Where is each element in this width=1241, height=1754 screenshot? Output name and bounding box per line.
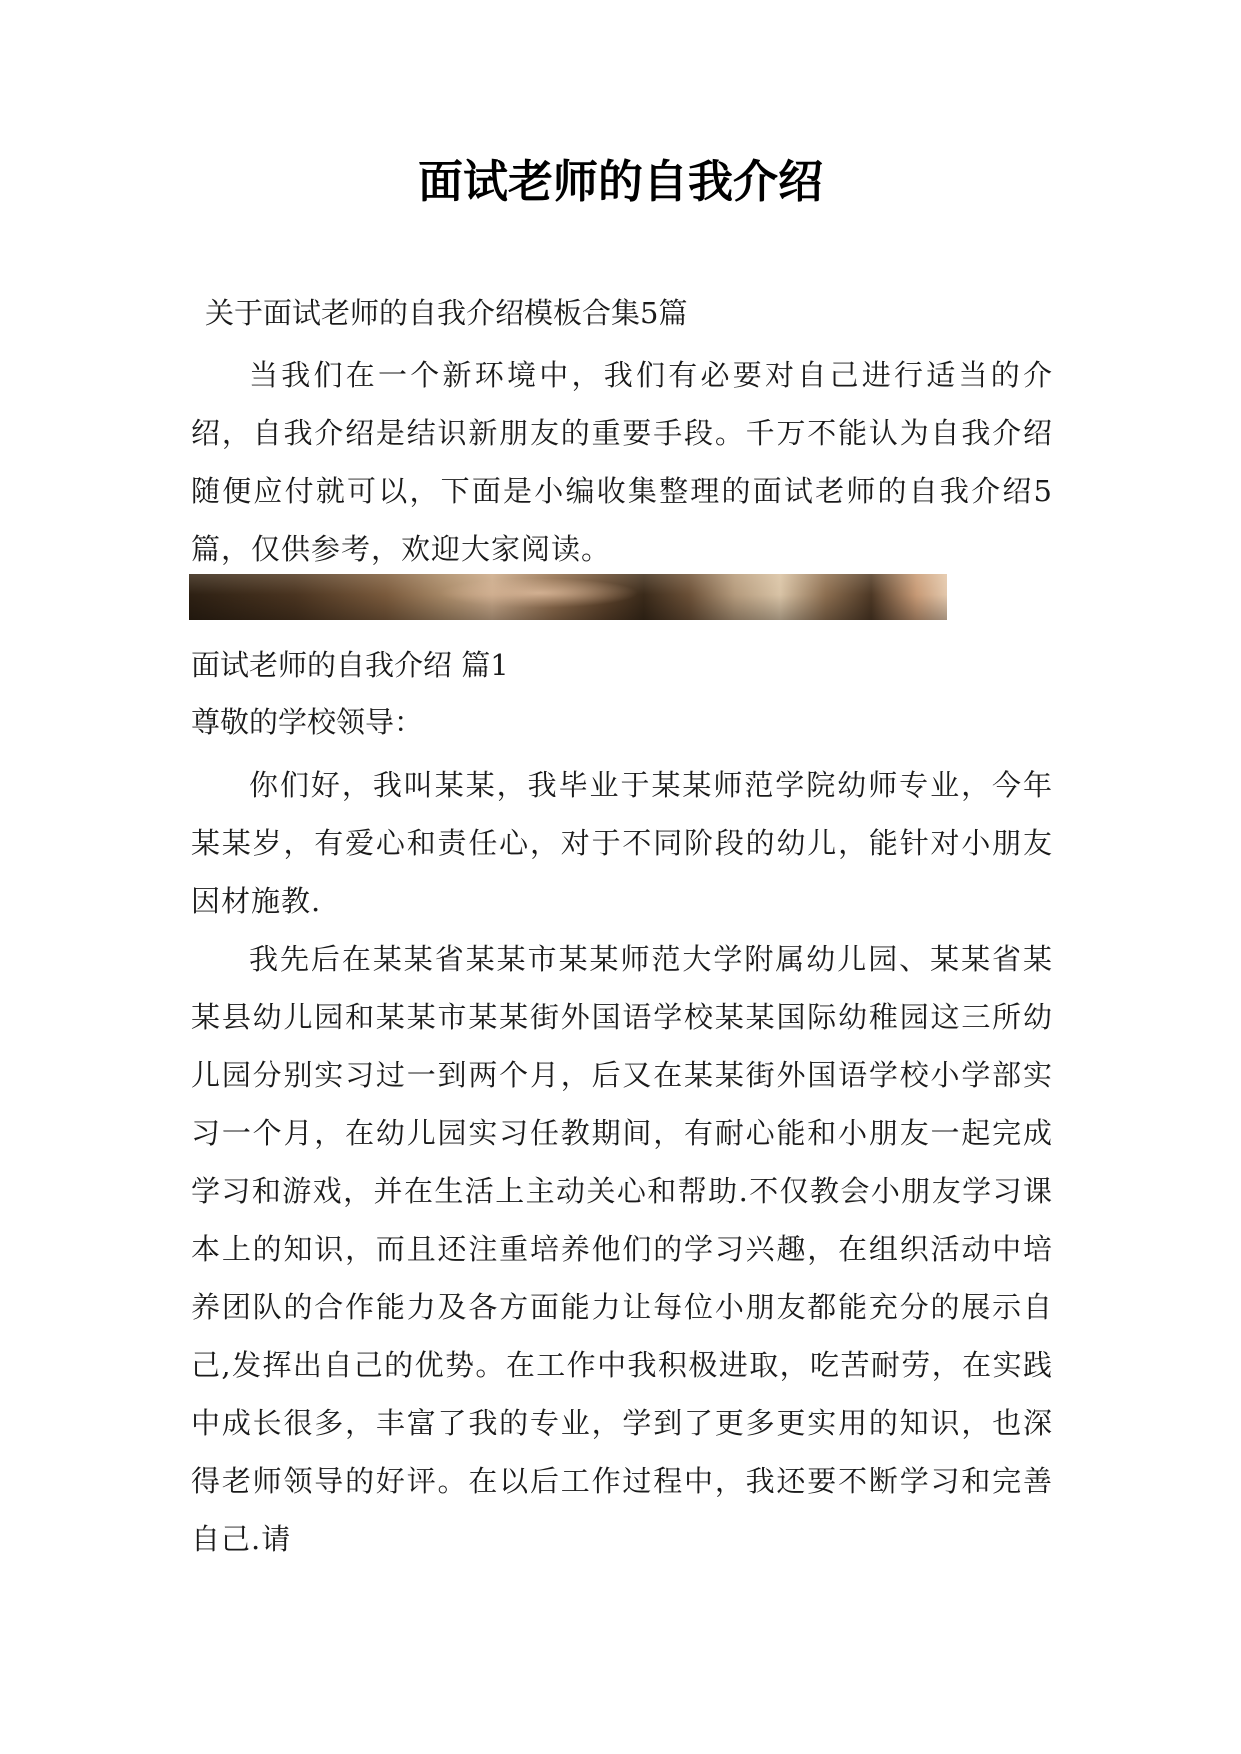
- intro-paragraph: 当我们在一个新环境中，我们有必要对自己进行适当的介绍，自我介绍是结识新朋友的重要手段。千万不能认为自我介绍随便应付就可以，下面是小编收集整理的面试老师的自我介绍5篇，仅供参考，欢迎大家阅读。: [191, 358, 1053, 566]
- document-subtitle: 关于面试老师的自我介绍模板合集5篇: [205, 296, 688, 330]
- body-paragraph-1: 你们好，我叫某某，我毕业于某某师范学院幼师专业，今年某某岁，有爱心和责任心，对于不同阶段的幼儿，能针对小朋友因材施教.: [191, 768, 1053, 918]
- photo-shading: [189, 574, 947, 620]
- decorative-photo: [189, 574, 947, 620]
- salutation: 尊敬的学校领导：: [191, 705, 424, 739]
- document-title: 面试老师的自我介绍: [417, 155, 823, 208]
- body-paragraph-2: 我先后在某某省某某市某某师范大学附属幼儿园、某某省某某县幼儿园和某某市某某街外国语学校某某国际幼稚园这三所幼儿园分别实习过一到两个月，后又在某某街外国语学校小学部实习一个月，在幼儿园实习任教期间，有耐心能和小朋友一起完成学习和游戏，并在生活上主动关心和帮助.不仅教会小朋友学习课本上的知识，而且还注重培养他们的学习兴趣，在组织活动中培养团队的合作能力及各方面能力让每位小朋友都能充分的展示自己,发挥出自己的优势。在工作中我积极进取，吃苦耐劳，在实践中成长很多，丰富了我的专业，学到了更多更实用的知识，也深得老师领导的好评。在以后工作过程中，我还要不断学习和完善自己.请: [191, 942, 1053, 1556]
- section-heading: 面试老师的自我介绍 篇1: [191, 648, 509, 682]
